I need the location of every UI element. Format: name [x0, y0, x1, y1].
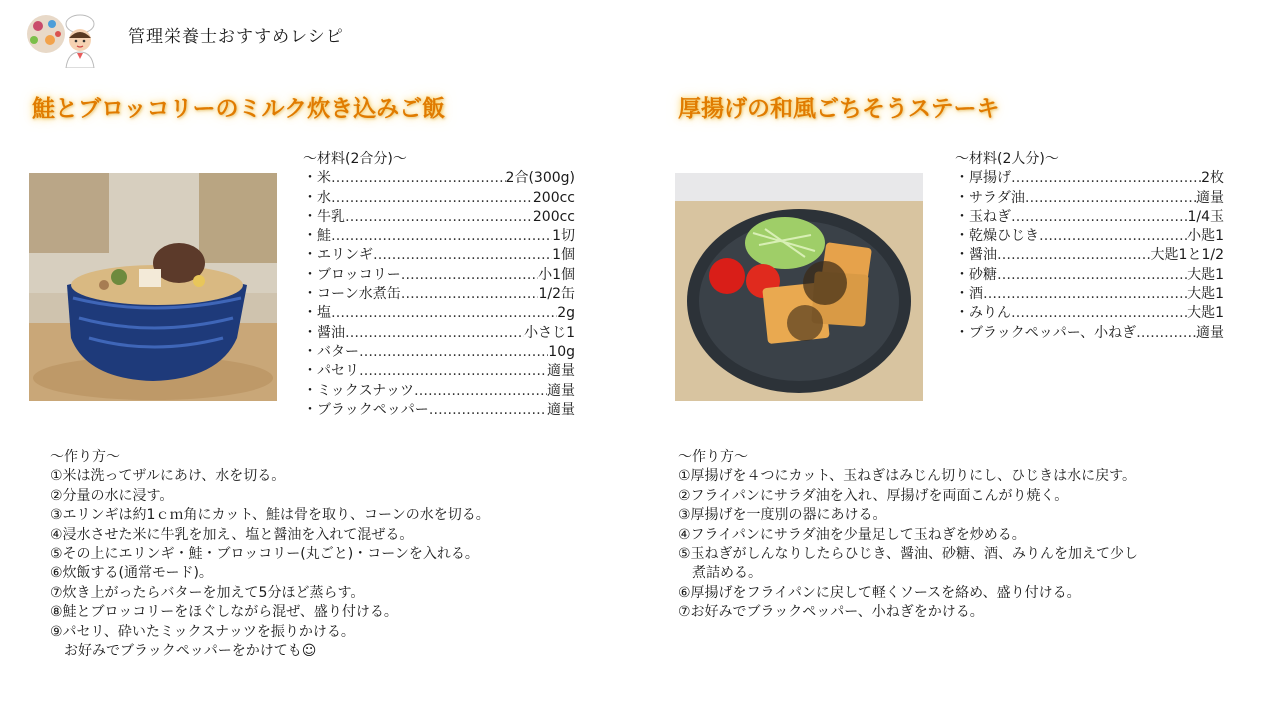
- step-item: ⑤その上にエリンギ・鮭・ブロッコリー(丸ごと)・コーンを入れる。: [50, 546, 479, 563]
- step-item: ④浸水させた米に牛乳を加え、塩と醤油を入れて混ぜる。: [50, 526, 414, 543]
- rice-bowl-photo: [29, 173, 277, 401]
- chef-logo-icon: [22, 12, 112, 68]
- ingredient-amount: 大匙1と1/2: [1150, 247, 1224, 264]
- step-item: ②フライパンにサラダ油を入れ、厚揚げを両面こんがり焼く。: [678, 487, 1069, 504]
- ingredient-row: [955, 324, 1224, 343]
- ingredient-amount: 大匙1: [1187, 266, 1224, 283]
- ingredient-name: ・ブロッコリー: [303, 266, 401, 283]
- ingredient-amount: 適量: [1196, 324, 1224, 341]
- step-item: ⑨パセリ、砕いたミックスナッツを振りかける。: [50, 623, 355, 640]
- ingredient-name: ・パセリ: [303, 363, 359, 380]
- ingredient-row: [955, 246, 1224, 265]
- ingredient-amount: 200cc: [532, 208, 575, 225]
- ingredient-amount: 適量: [547, 363, 575, 380]
- ingredient-amount: 大匙1: [1187, 305, 1224, 322]
- ingredient-amount: 1/2缶: [538, 286, 575, 303]
- ingredient-row: [303, 401, 575, 420]
- ingredient-name: ・塩: [303, 305, 331, 322]
- step-item: 煮詰める。: [678, 565, 762, 582]
- ingredient-row: [955, 227, 1224, 246]
- ingredient-row: [955, 208, 1224, 227]
- ingredient-amount: 小匙1: [1187, 228, 1224, 245]
- steps-heading: ～作り方～: [50, 449, 120, 465]
- ingredients-heading: ～材料(2人分)～: [955, 151, 1059, 167]
- ingredient-row: [303, 362, 575, 381]
- ingredient-name: ・醤油: [955, 247, 997, 264]
- step-item: ①米は洗ってザルにあけ、水を切る。: [50, 468, 286, 485]
- ingredient-name: ・米: [303, 170, 331, 187]
- ingredient-row: [303, 208, 575, 227]
- ingredient-name: ・サラダ油: [955, 189, 1025, 206]
- ingredient-row: [955, 304, 1224, 323]
- ingredient-amount: 適量: [547, 382, 575, 399]
- step-item: ⑦お好みでブラックペッパー、小ねぎをかける。: [678, 604, 984, 621]
- ingredient-name: ・鮭: [303, 228, 331, 245]
- ingredient-name: ・みりん: [955, 305, 1011, 322]
- ingredient-row: [303, 285, 575, 304]
- recipe-title: 厚揚げの和風ごちそうステーキ: [678, 96, 1000, 122]
- ingredient-name: ・乾燥ひじき: [955, 228, 1039, 245]
- ingredient-row: [303, 189, 575, 208]
- ingredient-name: ・ブラックペッパー、小ねぎ: [955, 324, 1137, 341]
- ingredient-name: ・厚揚げ: [955, 170, 1011, 187]
- ingredients-heading: ～材料(2合分)～: [303, 151, 407, 167]
- ingredient-amount: 10g: [548, 343, 575, 360]
- ingredient-row: [955, 285, 1224, 304]
- ingredient-name: ・ミックスナッツ: [303, 382, 415, 399]
- ingredient-name: ・エリンギ: [303, 247, 373, 264]
- ingredient-amount: 小1個: [538, 266, 575, 283]
- ingredient-name: ・砂糖: [955, 266, 997, 283]
- step-item: ②分量の水に浸す。: [50, 487, 174, 504]
- steps-list: [50, 448, 490, 661]
- ingredient-amount: 2枚: [1201, 170, 1224, 187]
- step-item: ①厚揚げを４つにカット、玉ねぎはみじん切りにし、ひじきは水に戻す。: [678, 468, 1137, 485]
- step-item: ⑦炊き上がったらバターを加えて5分ほど蒸らす。: [50, 584, 365, 601]
- ingredient-amount: 適量: [1196, 189, 1224, 206]
- ingredient-row: [955, 189, 1224, 208]
- ingredient-row: [955, 266, 1224, 285]
- step-item: ④フライパンにサラダ油を少量足して玉ねぎを炒める。: [678, 526, 1026, 543]
- ingredient-row: [303, 227, 575, 246]
- steps-list: [678, 448, 1138, 623]
- ingredient-name: ・ブラックペッパー: [303, 401, 429, 418]
- ingredient-row: [303, 304, 575, 323]
- ingredient-amount: 適量: [547, 401, 575, 418]
- ingredient-name: ・バター: [303, 343, 359, 360]
- ingredient-amount: 1/4玉: [1187, 208, 1224, 225]
- ingredient-row: [303, 343, 575, 362]
- step-item: ③エリンギは約1ｃｍ角にカット、鮭は骨を取り、コーンの水を切る。: [50, 507, 490, 524]
- ingredient-row: [303, 246, 575, 265]
- step-item: ⑧鮭とブロッコリーをほぐしながら混ぜ、盛り付ける。: [50, 604, 398, 621]
- ingredient-name: ・コーン水煮缶: [303, 286, 401, 303]
- ingredient-name: ・醤油: [303, 324, 345, 341]
- step-item: お好みでブラックペッパーをかけても☺: [50, 643, 317, 660]
- ingredient-name: ・牛乳: [303, 208, 345, 225]
- ingredients-list: [303, 150, 575, 420]
- ingredient-row: [303, 382, 575, 401]
- tofu-steak-photo: [675, 173, 923, 401]
- ingredient-amount: 小さじ1: [524, 324, 575, 341]
- ingredient-row: [303, 266, 575, 285]
- ingredients-list: [955, 150, 1224, 343]
- ingredient-name: ・水: [303, 189, 331, 206]
- step-item: ⑥厚揚げをフライパンに戻して軽くソースを絡め、盛り付ける。: [678, 584, 1081, 601]
- ingredient-row: [303, 169, 575, 188]
- ingredient-row: [303, 324, 575, 343]
- ingredient-name: ・玉ねぎ: [955, 208, 1011, 225]
- step-item: ③厚揚げを一度別の器にあける。: [678, 507, 887, 524]
- step-item: ⑤玉ねぎがしんなりしたらひじき、醤油、砂糖、酒、みりんを加えて少し: [678, 546, 1138, 563]
- steps-heading: ～作り方～: [678, 449, 748, 465]
- ingredient-name: ・酒: [955, 286, 983, 303]
- page-title: 管理栄養士おすすめレシピ: [128, 27, 344, 47]
- ingredient-amount: 2g: [557, 305, 575, 322]
- recipe-title: 鮭とブロッコリーのミルク炊き込みご飯: [32, 96, 446, 122]
- ingredient-amount: 2合(300g): [505, 170, 575, 187]
- ingredient-row: [955, 169, 1224, 188]
- ingredient-amount: 200cc: [532, 189, 575, 206]
- ingredient-amount: 大匙1: [1187, 286, 1224, 303]
- header: [22, 12, 112, 68]
- ingredient-amount: 1個: [552, 247, 575, 264]
- ingredient-amount: 1切: [552, 228, 575, 245]
- step-item: ⑥炊飯する(通常モード)。: [50, 565, 213, 582]
